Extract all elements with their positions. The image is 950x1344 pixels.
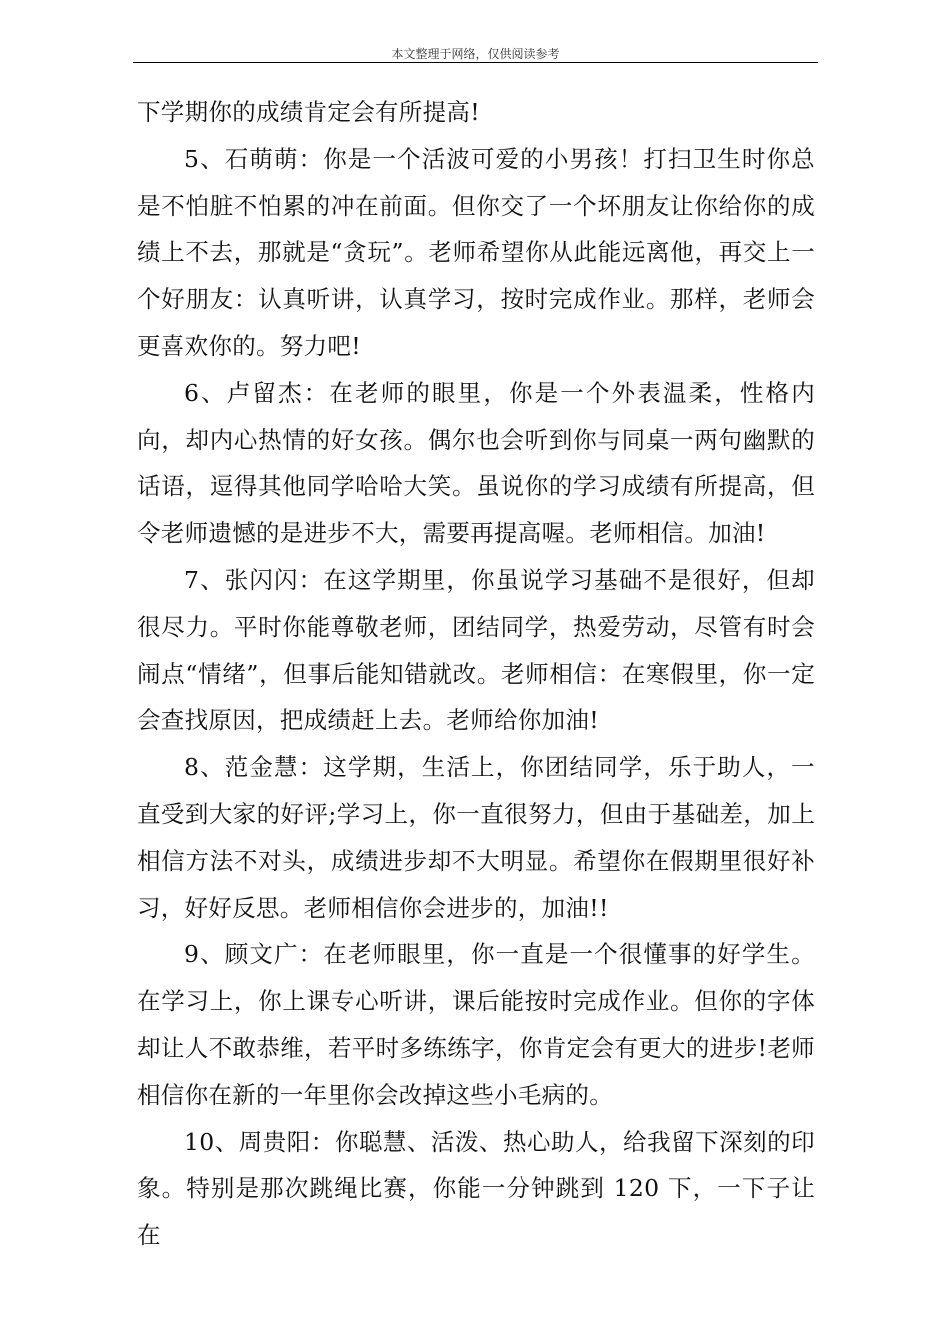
- header-divider: [133, 62, 818, 63]
- paragraph-comment-10: 10、周贵阳：你聪慧、活泼、热心助人，给我留下深刻的印象。特别是那次跳绳比赛，你能一分钟跳到 120 下，一下子让在: [137, 1127, 815, 1250]
- paragraph-comment-8: 8、范金慧：这学期，生活上，你团结同学，乐于助人，一直受到大家的好评;学习上，你一直很努力，但由于基础差，加上相信方法不对头，成绩进步却不大明显。希望你在假期里很好补习，好好反思。老师相信你会进步的，加油!!: [137, 753, 815, 922]
- paragraph-comment-5: 5、石萌萌：你是一个活波可爱的小男孩！打扫卫生时你总是不怕脏不怕累的冲在前面。但你交了一个坏朋友让你给你的成绩上不去，那就是“贪玩”。老师希望你从此能远离他，再交上一个好朋友：认真听讲，认真学习，按时完成作业。那样，老师会更喜欢你的。努力吧!: [137, 144, 815, 360]
- paragraph-comment-6: 6、卢留杰：在老师的眼里，你是一个外表温柔，性格内向，却内心热情的好女孩。偶尔也会听到你与同桌一两句幽默的话语，逗得其他同学哈哈大笑。虽说你的学习成绩有所提高，但令老师遗憾的是进步不大，需要再提高喔。老师相信。加油!: [137, 378, 815, 548]
- paragraph-comment-9: 9、顾文广：在老师眼里，你一直是一个很懂事的好学生。在学习上，你上课专心听讲，课后能按时完成作业。但你的字体却让人不敢恭维，若平时多练练字，你肯定会有更大的进步!老师相信你在新的一年里你会改掉这些小毛病的。: [137, 940, 815, 1109]
- paragraph-comment-7: 7、张闪闪：在这学期里，你虽说学习基础不是很好，但却很尽力。平时你能尊敬老师，团结同学，热爱劳动，尽管有时会闹点“情绪”，但事后能知错就改。老师相信：在寒假里，你一定会查找原因，把成绩赶上去。老师给你加油!: [137, 565, 815, 735]
- document-body: [137, 89, 815, 1259]
- paragraph-continuation: 下学期你的成绩肯定会有所提高!: [137, 98, 480, 126]
- page-header: 本文整理于网络，仅供阅读参考: [391, 47, 560, 61]
